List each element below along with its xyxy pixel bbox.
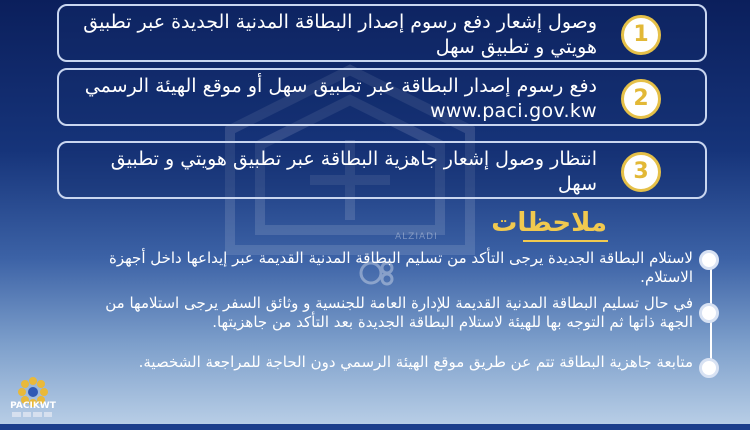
- logo-subtext-decoration: [12, 412, 52, 417]
- notes-title-underline: [523, 240, 608, 242]
- step-number-badge: 3: [621, 152, 661, 192]
- step-text: دفع رسوم إصدار البطاقة عبر تطبيق سهل أو موقع الهيئة الرسمي www.paci.gov.kw: [84, 75, 597, 122]
- step-card-2: [57, 68, 707, 126]
- step-card-1: [57, 4, 707, 62]
- step-text: انتظار وصول إشعار جاهزية البطاقة عبر تطبيق هويتي و تطبيق سهل: [110, 148, 597, 195]
- bottom-bar: [0, 424, 750, 430]
- step-card-3: [57, 141, 707, 199]
- bullet-dot: [699, 250, 719, 270]
- notes-title: ملاحظات: [491, 208, 607, 238]
- note-item-3: متابعة جاهزية البطاقة تتم عن طريق موقع الهيئة الرسمي دون الحاجة للمراجعة الشخصية.: [138, 353, 693, 371]
- step-number-badge: 1: [621, 15, 661, 55]
- note-item-2: في حال تسليم البطاقة المدنية القديمة للإدارة العامة للجنسية و وثائق السفر يرجى استلامها من الجهة ذاتها ثم التوجه بها للهيئة لاستلام البطاقة الجديدة بعد التأكد من جاهزيتها.: [105, 294, 693, 331]
- watermark-text: ALZIADI: [395, 232, 438, 242]
- bullet-dot: [699, 358, 719, 378]
- step-text: وصول إشعار دفع رسوم إصدار البطاقة المدنية الجديدة عبر تطبيق هويتي و تطبيق سهل: [83, 11, 597, 58]
- step-number-badge: 2: [621, 79, 661, 119]
- logo-label: PACIKWT: [10, 401, 56, 411]
- note-item-1: لاستلام البطاقة الجديدة يرجى التأكد من تسليم البطاقة المدنية القديمة عبر إيداعها داخل أجهزة الاستلام.: [109, 249, 693, 286]
- bullet-dot: [699, 303, 719, 323]
